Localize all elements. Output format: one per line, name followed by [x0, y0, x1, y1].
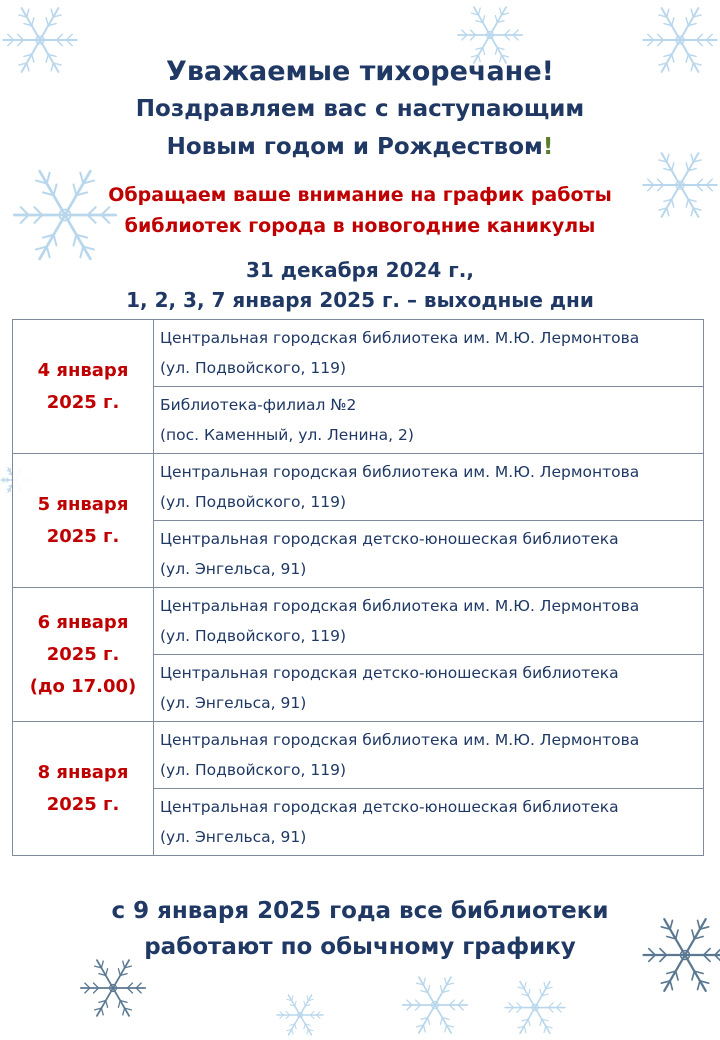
days-off-line: 31 декабря 2024 г., — [246, 258, 474, 282]
date-cell — [13, 722, 154, 856]
days-off-line: 1, 2, 3, 7 января 2025 г. – выходные дни — [126, 288, 594, 312]
snowflake-icon — [270, 990, 330, 1040]
notice-line: Обращаем ваше внимание на график работы — [108, 184, 612, 206]
greeting-line-text: Новым годом и Рождеством — [166, 134, 543, 160]
schedule-table — [12, 319, 704, 856]
greeting-line: Поздравляем вас с наступающим — [135, 96, 585, 122]
schedule-notice — [0, 180, 720, 242]
date-year: 2025 г. — [46, 643, 120, 665]
library-cell — [154, 387, 704, 454]
library-name: Центральная городская детско-юношеская библиотека — [160, 798, 619, 816]
greeting-line-holidays — [0, 134, 720, 160]
table-row — [13, 588, 704, 655]
footer-line: работают по обычному графику — [144, 934, 576, 960]
date-day: 6 января — [37, 611, 129, 633]
date-day: 4 января — [37, 359, 129, 381]
date-year: 2025 г. — [46, 793, 120, 815]
date-day: 5 января — [37, 493, 129, 515]
library-name: Центральная городская детско-юношеская библиотека — [160, 664, 619, 682]
library-address: (ул. Подвойского, 119) — [160, 627, 347, 645]
date-cell — [13, 588, 154, 722]
regular-schedule-note — [0, 893, 720, 965]
library-address: (ул. Подвойского, 119) — [160, 493, 347, 511]
library-name: Центральная городская библиотека им. М.Ю. Лермонтова — [160, 731, 640, 749]
library-address: (ул. Подвойского, 119) — [160, 359, 347, 377]
library-name: Центральная городская библиотека им. М.Ю. Лермонтова — [160, 329, 640, 347]
library-name: Библиотека-филиал №2 — [160, 396, 357, 414]
table-row — [13, 320, 704, 387]
notice-line: библиотек города в новогодние каникулы — [124, 215, 596, 237]
greeting-title: Уважаемые тихоречане! — [166, 56, 554, 87]
library-cell — [154, 320, 704, 387]
library-address: (пос. Каменный, ул. Ленина, 2) — [160, 426, 414, 444]
date-year: 2025 г. — [46, 525, 120, 547]
footer-line: с 9 января 2025 года все библиотеки — [111, 898, 609, 924]
date-year: 2025 г. — [46, 391, 120, 413]
exclamation-mark: ! — [542, 134, 554, 160]
snowflake-icon — [400, 970, 470, 1040]
date-day: 8 января — [37, 761, 129, 783]
library-cell — [154, 588, 704, 655]
library-address: (ул. Энгельса, 91) — [160, 694, 307, 712]
days-off — [0, 255, 720, 315]
library-cell — [154, 454, 704, 521]
date-cell — [13, 454, 154, 588]
date-cell — [13, 320, 154, 454]
library-address: (ул. Энгельса, 91) — [160, 560, 307, 578]
date-hours: (до 17.00) — [29, 675, 137, 697]
library-cell — [154, 521, 704, 588]
library-cell — [154, 722, 704, 789]
library-name: Центральная городская детско-юношеская библиотека — [160, 530, 619, 548]
library-address: (ул. Подвойского, 119) — [160, 761, 347, 779]
table-row — [13, 454, 704, 521]
library-name: Центральная городская библиотека им. М.Ю. Лермонтова — [160, 597, 640, 615]
library-cell — [154, 789, 704, 856]
table-row — [13, 722, 704, 789]
library-name: Центральная городская библиотека им. М.Ю. Лермонтова — [160, 463, 640, 481]
library-cell — [154, 655, 704, 722]
snowflake-icon — [500, 975, 570, 1040]
library-address: (ул. Энгельса, 91) — [160, 828, 307, 846]
